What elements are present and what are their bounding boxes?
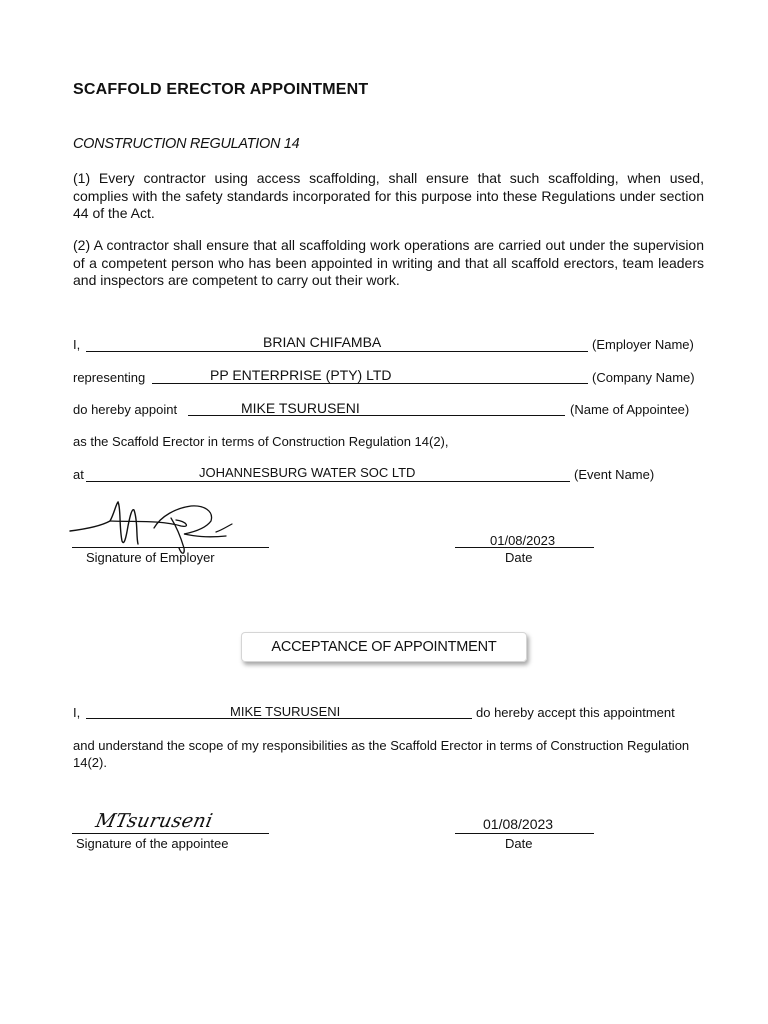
event-name-line (86, 481, 570, 482)
appoint-prefix: do hereby appoint (73, 402, 178, 417)
acceptance-suffix: do hereby accept this appointment (476, 705, 675, 720)
appointee-signature: MTsuruseni (93, 810, 215, 832)
appointee-date-value: 01/08/2023 (483, 816, 554, 832)
appointee-date-line (455, 833, 594, 834)
appointment-terms-text: as the Scaffold Erector in terms of Construction Regulation 14(2), (73, 434, 449, 449)
representing-prefix: representing (73, 370, 146, 385)
event-name-value: JOHANNESBURG WATER SOC LTD (199, 465, 416, 480)
employer-signature-drawing (66, 496, 246, 558)
document-title: SCAFFOLD ERECTOR APPOINTMENT (73, 81, 369, 98)
employer-name-value: BRIAN CHIFAMBA (263, 334, 382, 350)
acceptance-name-value: MIKE TSURUSENI (230, 704, 341, 719)
appointee-name-label: (Name of Appointee) (570, 402, 690, 417)
company-name-label: (Company Name) (592, 370, 695, 385)
acceptance-heading: ACCEPTANCE OF APPOINTMENT (241, 632, 527, 662)
appointee-signature-line (72, 833, 269, 834)
employer-signature-label: Signature of Employer (86, 550, 215, 565)
employer-name-line (86, 351, 588, 352)
company-name-value: PP ENTERPRISE (PTY) LTD (210, 367, 392, 383)
event-prefix: at (73, 467, 84, 482)
acceptance-scope-text: and understand the scope of my responsibilities as the Scaffold Erector in terms of Construction Regulation 14(2). (73, 738, 690, 770)
document-subtitle: CONSTRUCTION REGULATION 14 (73, 136, 300, 152)
employer-name-label: (Employer Name) (592, 337, 694, 352)
employer-prefix: I, (73, 337, 81, 352)
employer-date-label: Date (505, 550, 533, 565)
appointee-date-label: Date (505, 836, 533, 851)
regulation-paragraph-2: (2) A contractor shall ensure that all scaffolding work operations are carried out under the supervision of a competent person who has been appointed in writing and that all scaffold erectors, team leaders and inspectors are competent to carry out their work. (73, 237, 704, 288)
event-name-label: (Event Name) (574, 467, 655, 482)
employer-signature-line (72, 547, 269, 548)
appointee-signature-label: Signature of the appointee (76, 836, 229, 851)
employer-date-value: 01/08/2023 (490, 533, 556, 548)
appointee-name-value: MIKE TSURUSENI (241, 400, 360, 416)
regulation-paragraph-1: (1) Every contractor using access scaffolding, shall ensure that such scaffolding, when used, complies with the safety standards incorporated for this purpose into these Regulations under section 44 of the Act. (73, 170, 704, 221)
company-name-line (152, 383, 588, 384)
acceptance-prefix: I, (73, 705, 81, 720)
